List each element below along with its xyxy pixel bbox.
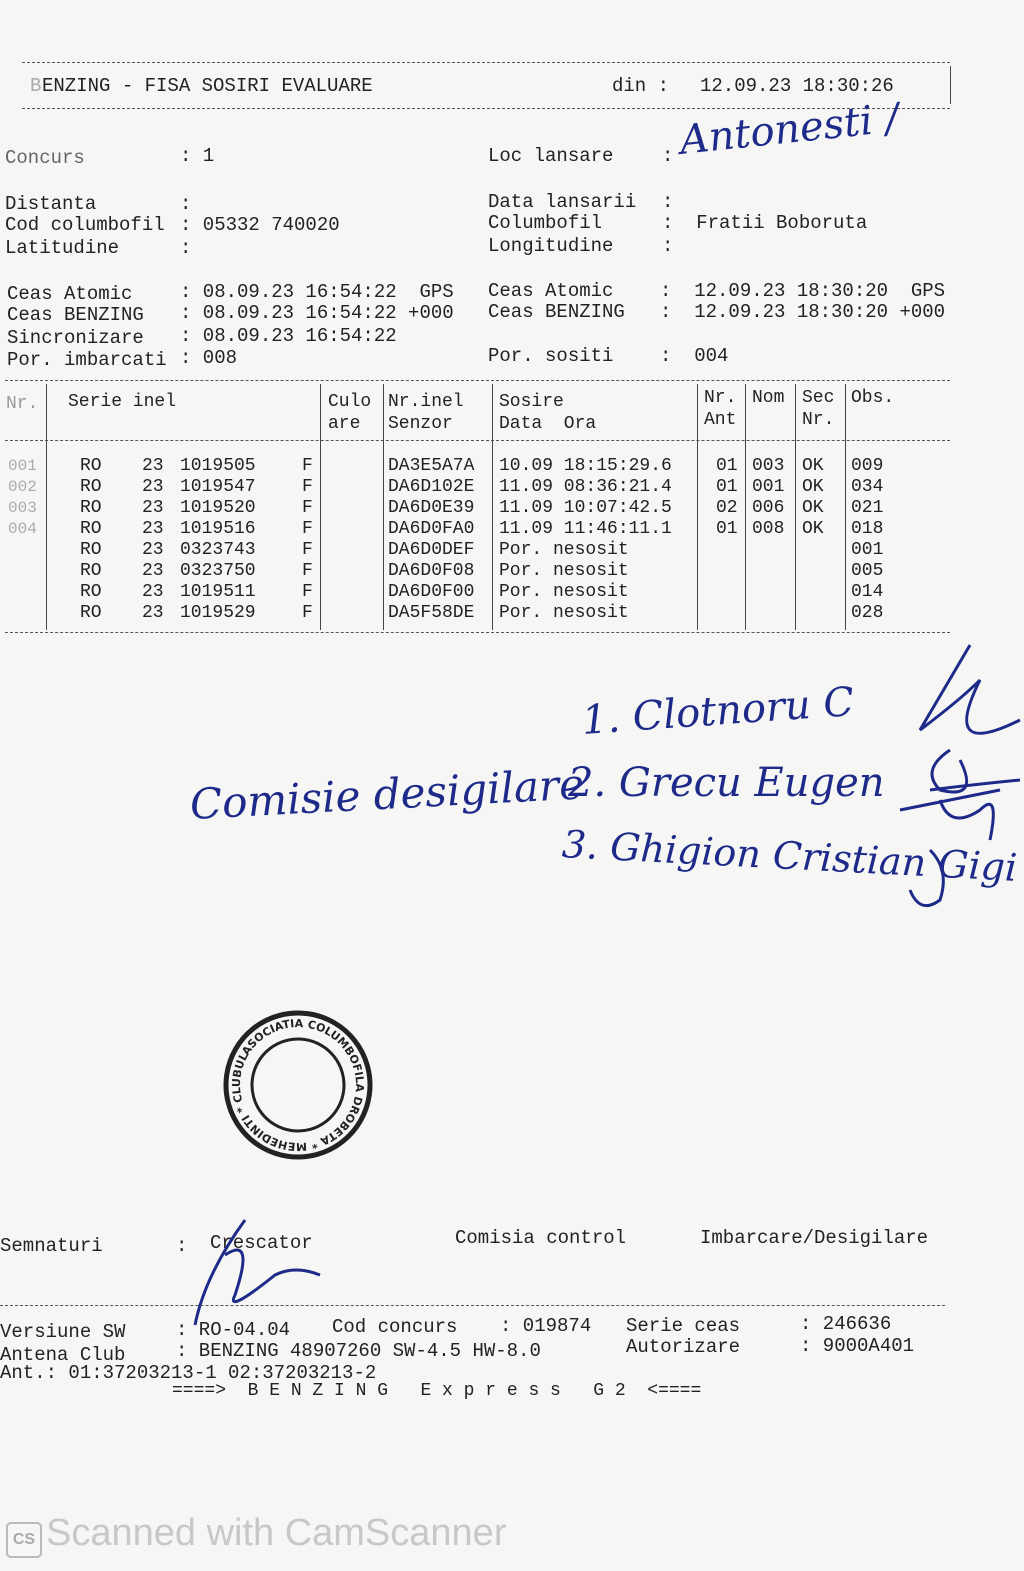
cell-sosire: Por. nesosit [499, 561, 629, 581]
cell-an: 23 [142, 456, 164, 476]
ceas-benzing-value: : 08.09.23 16:54:22 +000 [180, 302, 454, 324]
table-row [0, 603, 960, 624]
cell-senzor: DA6D102E [388, 477, 475, 497]
ceas-atomic-label: Ceas Atomic [7, 283, 133, 305]
cell-obs: 001 [851, 540, 884, 560]
cell-sosire: Por. nesosit [499, 582, 629, 602]
table-top-rule [5, 380, 950, 381]
cell-ant: 01 [716, 477, 738, 497]
autorizare-value: : 9000A401 [800, 1335, 915, 1357]
header-din-value: 12.09.23 18:30:26 [700, 75, 894, 97]
sincronizare-label: Sincronizare [7, 327, 144, 349]
th-culoare-1: Culo [328, 392, 372, 412]
cod-concurs-label: Cod concurs [332, 1316, 458, 1338]
camscanner-text: Scanned with CamScanner [46, 1512, 507, 1554]
serie-ceas-value: : 246636 [800, 1313, 892, 1335]
cell-inel: 0323743 [180, 540, 256, 560]
cell-ant: 02 [716, 498, 738, 518]
cell-nom: 008 [752, 519, 785, 539]
cell-sec: OK [802, 519, 824, 539]
cell-senzor: DA6D0F08 [388, 561, 475, 581]
cell-obs: 034 [851, 477, 884, 497]
cell-an: 23 [142, 477, 164, 497]
th-nrinel-1: Nr.inel [388, 392, 464, 412]
benzing-brand-line: ====> B E N Z I N G E x p r e s s G 2 <==== [172, 1381, 702, 1401]
cell-senzor: DA6D0FA0 [388, 519, 475, 539]
columbofil-value: : Fratii Boboruta [662, 212, 868, 234]
concurs-value: : 1 [180, 145, 215, 167]
cod-columbofil-label: Cod columbofil [5, 214, 165, 236]
cell-obs: 018 [851, 519, 884, 539]
ceas-benzing-2-label: Ceas BENZING [488, 301, 625, 323]
cell-inel: 1019529 [180, 603, 256, 623]
cell-senzor: DA6D0E39 [388, 498, 475, 518]
cell-inel: 1019520 [180, 498, 256, 518]
cod-columbofil-value: : 05332 740020 [180, 214, 340, 236]
handwritten-member-1: 1. Clotnoru C [580, 679, 856, 744]
cell-inel: 1019505 [180, 456, 256, 476]
cell-nr: 002 [8, 478, 37, 496]
commission-signatures-scribble [880, 640, 1020, 920]
cell-an: 23 [142, 540, 164, 560]
latitudine-value: : [180, 237, 192, 259]
cell-obs: 009 [851, 456, 884, 476]
cell-an: 23 [142, 582, 164, 602]
versiune-label: Versiune SW [0, 1321, 126, 1343]
cell-tara: RO [80, 540, 102, 560]
serie-ceas-label: Serie ceas [626, 1315, 741, 1337]
columbofil-label: Columbofil [488, 212, 603, 234]
table-row [0, 477, 960, 498]
handwritten-commission-title: Comisie desigilare [188, 759, 586, 829]
cell-sex: F [302, 498, 313, 518]
cell-an: 23 [142, 603, 164, 623]
distanta-label: Distanta [5, 193, 97, 215]
header-top-rule [22, 62, 950, 63]
versiune-value: : RO-04.04 [176, 1319, 291, 1341]
camscanner-logo-icon: CS [6, 1522, 42, 1558]
cod-concurs-value: : 019874 [500, 1315, 592, 1337]
autorizare-label: Autorizare [626, 1336, 741, 1358]
cell-inel: 0323750 [180, 561, 256, 581]
header-title-prefix: B [30, 75, 42, 97]
cell-senzor: DA6D0DEF [388, 540, 475, 560]
th-culoare-2: are [328, 414, 361, 434]
cell-tara: RO [80, 561, 102, 581]
cell-tara: RO [80, 498, 102, 518]
cell-ant: 01 [716, 519, 738, 539]
cell-nom: 003 [752, 456, 785, 476]
cell-obs: 014 [851, 582, 884, 602]
antena-label: Antena Club [0, 1344, 126, 1366]
ceas-atomic-2-label: Ceas Atomic [488, 280, 614, 302]
cell-tara: RO [80, 603, 102, 623]
loc-lansare-label: Loc lansare [488, 145, 614, 167]
cell-sosire: 11.09 10:07:42.5 [499, 498, 672, 518]
header-din-label: din : [612, 75, 670, 97]
cell-nom: 001 [752, 477, 785, 497]
ceas-atomic-value: : 08.09.23 16:54:22 GPS [180, 281, 454, 303]
crescator-signature-scribble [185, 1215, 325, 1335]
longitudine-label: Longitudine [488, 235, 614, 257]
cell-sex: F [302, 540, 313, 560]
th-sec-1: Sec [802, 388, 835, 408]
stamp-ring-text: ASOCIATIA COLUMBOFILA DROBETA * MEHEDINTI * CLUBUL SEVERIN [229, 960, 367, 1154]
cell-sosire: Por. nesosit [499, 603, 629, 623]
antena-value: : BENZING 48907260 SW-4.5 HW-8.0 [176, 1340, 541, 1362]
table-header-rule [5, 440, 950, 441]
cell-senzor: DA6D0F00 [388, 582, 475, 602]
table-row [0, 540, 960, 561]
cell-tara: RO [80, 477, 102, 497]
cell-nr: 001 [8, 457, 37, 475]
signature-crescator: Crescator [210, 1232, 313, 1254]
cell-sex: F [302, 603, 313, 623]
signatures-sep: : [176, 1235, 188, 1257]
handwritten-member-2: 2. Grecu Eugen [568, 760, 885, 806]
data-lansarii-label: Data lansarii [488, 191, 637, 213]
cell-sex: F [302, 477, 313, 497]
cell-obs: 005 [851, 561, 884, 581]
cell-sex: F [302, 582, 313, 602]
signatures-label: Semnaturi [0, 1235, 103, 1257]
table-row [0, 519, 960, 540]
cell-sec: OK [802, 498, 824, 518]
th-nrinel-2: Senzor [388, 414, 453, 434]
ceas-atomic-2-value: : 12.09.23 18:30:20 GPS [660, 280, 946, 302]
header-title: ENZING - FISA SOSIRI EVALUARE [42, 75, 373, 97]
latitudine-label: Latitudine [5, 237, 120, 259]
cell-inel: 1019547 [180, 477, 256, 497]
table-row [0, 582, 960, 603]
cell-sex: F [302, 519, 313, 539]
por-imbarcati-value: : 008 [180, 347, 238, 369]
cell-senzor: DA3E5A7A [388, 456, 475, 476]
cell-an: 23 [142, 561, 164, 581]
cell-sex: F [302, 456, 313, 476]
signature-imbarcare: Imbarcare/Desigilare [700, 1227, 929, 1249]
th-sosire-1: Sosire [499, 392, 564, 412]
cell-an: 23 [142, 519, 164, 539]
cell-obs: 021 [851, 498, 884, 518]
cell-sosire: 11.09 08:36:21.4 [499, 477, 672, 497]
table-row [0, 561, 960, 582]
handwritten-member-3: 3. Ghigion Cristian Gigi [560, 822, 1019, 890]
concurs-label: Concurs [5, 147, 85, 169]
signature-comisia-control: Comisia control [455, 1227, 627, 1249]
loc-lansare-sep: : [662, 145, 674, 167]
cell-nom: 006 [752, 498, 785, 518]
table-bottom-rule [5, 632, 950, 633]
th-sec-2: Nr. [802, 410, 835, 430]
header-right-border [950, 66, 951, 104]
ceas-benzing-label: Ceas BENZING [7, 304, 144, 326]
cell-tara: RO [80, 519, 102, 539]
cell-inel: 1019511 [180, 582, 256, 602]
table-row [0, 456, 960, 477]
cell-nr: 004 [8, 520, 37, 538]
ceas-benzing-2-value: : 12.09.23 18:30:20 +000 [660, 301, 946, 323]
cell-tara: RO [80, 456, 102, 476]
por-imbarcati-label: Por. imbarcati [7, 349, 167, 371]
footer-rule [0, 1305, 945, 1306]
cell-tara: RO [80, 582, 102, 602]
th-nom: Nom [752, 388, 785, 408]
cell-inel: 1019516 [180, 519, 256, 539]
th-nr: Nr. [6, 394, 39, 414]
cell-sosire: Por. nesosit [499, 540, 629, 560]
th-obs: Obs. [851, 388, 895, 408]
cell-senzor: DA5F58DE [388, 603, 475, 623]
camscanner-watermark [0, 1510, 1024, 1571]
cell-sosire: 11.09 11:46:11.1 [499, 519, 672, 539]
ant-line: Ant.: 01:37203213-1 02:37203213-2 [0, 1362, 377, 1384]
cell-sec: OK [802, 477, 824, 497]
cell-nr: 003 [8, 499, 37, 517]
loc-lansare-value: Antonesti / [677, 95, 902, 164]
data-lansarii-value: : [662, 191, 674, 213]
table-row [0, 498, 960, 519]
cell-ant: 01 [716, 456, 738, 476]
th-nrant-1: Nr. [704, 388, 737, 408]
cell-sex: F [302, 561, 313, 581]
club-stamp [218, 960, 378, 1170]
por-sositi-value: : 004 [660, 345, 729, 367]
sincronizare-value: : 08.09.23 16:54:22 [180, 325, 397, 347]
th-nrant-2: Ant [704, 410, 737, 430]
por-sositi-label: Por. sositi [488, 345, 614, 367]
longitudine-value: : [662, 235, 674, 257]
th-serie-inel: Serie inel [68, 392, 177, 412]
cell-obs: 028 [851, 603, 884, 623]
th-sosire-2: Data Ora [499, 414, 597, 434]
distanta-value: : [180, 193, 192, 215]
cell-sosire: 10.09 18:15:29.6 [499, 456, 672, 476]
cell-sec: OK [802, 456, 824, 476]
cell-an: 23 [142, 498, 164, 518]
